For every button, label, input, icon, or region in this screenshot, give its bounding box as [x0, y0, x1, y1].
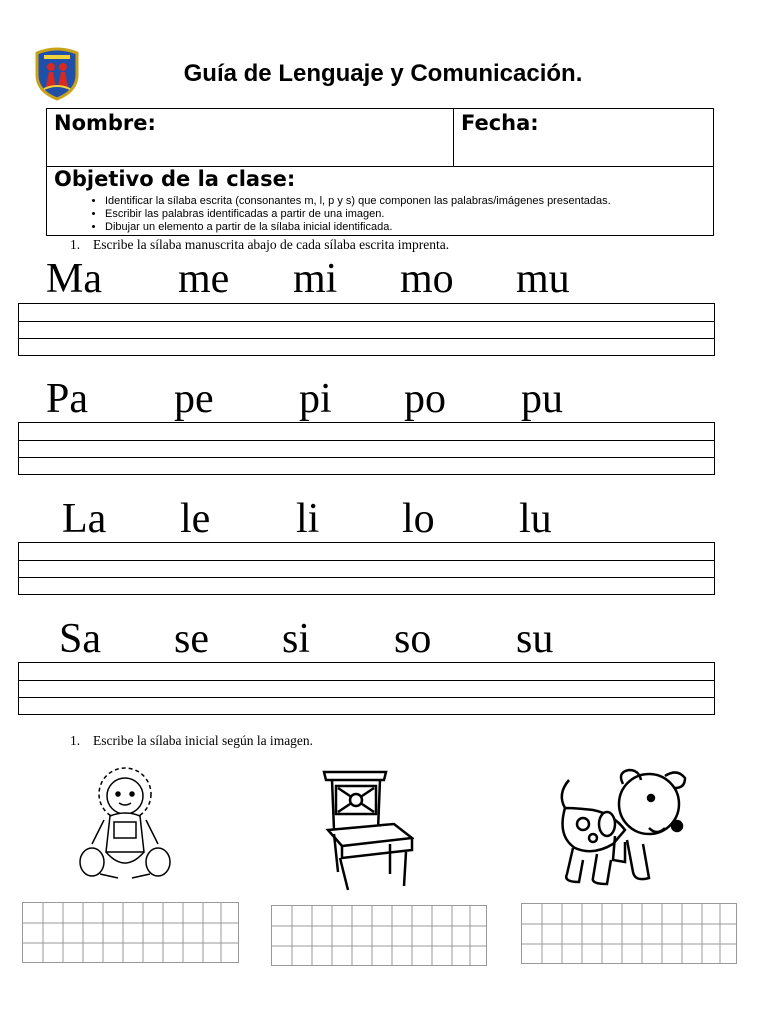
dog-illustration	[553, 764, 689, 888]
date-label: Fecha:	[461, 111, 539, 135]
syllable: mo	[400, 256, 454, 302]
syllable: La	[62, 496, 107, 542]
syllable: pi	[299, 376, 332, 422]
writing-lines-m[interactable]	[18, 303, 715, 356]
exercise1-number: 1.	[70, 237, 81, 252]
answer-grid-chair[interactable]	[271, 905, 487, 966]
writing-lines-l[interactable]	[18, 542, 715, 595]
chair-illustration	[320, 768, 414, 892]
syllable: pe	[174, 376, 214, 422]
objective-item: • Identificar la sílaba escrita (consonantes m, l, p y s) que componen las palabras/imágenes presentadas.	[105, 195, 611, 208]
exercise1-instruction: Escribe la sílaba manuscrita abajo de cada sílaba escrita imprenta.	[93, 237, 450, 252]
syllable: lo	[402, 496, 435, 542]
name-label: Nombre:	[54, 111, 156, 135]
answer-grid-dog[interactable]	[521, 903, 737, 964]
syllable: lu	[519, 496, 552, 542]
page-title: Guía de Lenguaje y Comunicación.	[183, 60, 583, 87]
info-table	[46, 108, 714, 236]
syllable: su	[516, 616, 554, 662]
syllable: mu	[516, 256, 570, 302]
syllable: si	[282, 616, 311, 662]
syllable: so	[394, 616, 432, 662]
syllable: pu	[521, 376, 563, 422]
exercise2-number: 1.	[70, 733, 81, 748]
date-cell[interactable]	[454, 109, 713, 167]
writing-lines-p[interactable]	[18, 422, 715, 475]
syllable: mi	[293, 256, 338, 302]
syllable: li	[296, 496, 320, 542]
syllable: me	[178, 256, 230, 302]
objective-title: Objetivo de la clase:	[54, 167, 296, 191]
syllable: Sa	[59, 616, 101, 662]
doll-illustration	[74, 762, 176, 884]
syllable: Pa	[46, 376, 88, 422]
name-cell[interactable]	[47, 109, 454, 167]
school-shield-icon	[34, 47, 80, 101]
syllable: Ma	[46, 256, 102, 302]
answer-grid-doll[interactable]	[22, 902, 239, 963]
objective-item: • Dibujar un elemento a partir de la sílaba inicial identificada.	[105, 221, 611, 234]
syllable: se	[174, 616, 209, 662]
syllable: le	[180, 496, 211, 542]
syllable: po	[404, 376, 446, 422]
writing-lines-s[interactable]	[18, 662, 715, 715]
objective-item: • Escribir las palabras identificadas a partir de una imagen.	[105, 208, 611, 221]
objective-list	[87, 195, 611, 234]
exercise2-instruction: Escribe la sílaba inicial según la imagen.	[93, 733, 314, 748]
